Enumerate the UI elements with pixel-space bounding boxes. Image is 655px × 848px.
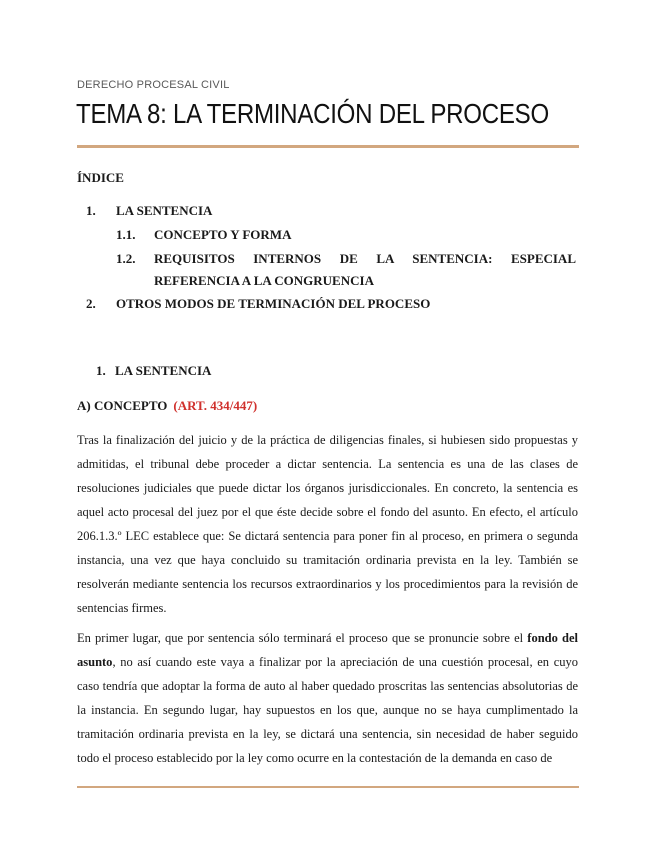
bold-term: fondo del asunto: [77, 631, 578, 669]
subject-label: DERECHO PROCESAL CIVIL: [77, 79, 230, 91]
section-number: 1.: [96, 363, 106, 378]
paragraph-2: [77, 626, 578, 770]
index-heading: ÍNDICE: [77, 170, 124, 185]
article-reference: (ART. 434/447): [173, 398, 258, 413]
section-label: LA SENTENCIA: [115, 363, 212, 378]
paragraph-text-part: En primer lugar, que por sentencia sólo terminará el proceso que se pronuncie sobre el: [77, 631, 528, 645]
paragraph-text: [77, 626, 578, 770]
toc-item-label-line1: REQUISITOS INTERNOS DE LA SENTENCIA: ESPECIAL: [154, 251, 576, 266]
toc-item-label: OTROS MODOS DE TERMINACIÓN DEL PROCESO: [116, 296, 431, 311]
paragraph-text-part: , no así cuando este vaya a finalizar por la apreciación de una cuestión procesal, en cuyo caso tendría que adoptar la forma de auto al haber quedado proscritas las sentencias absolutorias de la instancia. En segundo lugar, hay supuestos en los que, aunque no se haya cumplimentado la tramitación ordinaria prevista en la ley, se dictará una sentencia, sin necesidad de haber seguido todo el proceso establecido por la ley como ocurre en la contestación de la demanda en caso de: [77, 655, 578, 765]
paragraph-text: Tras la finalización del juicio y de la práctica de diligencias finales, si hubiesen sido propuestas y admitidas, el tribunal debe proceder a dictar sentencia. La sentencia es una de las clases de resoluciones judiciales que puede dictar los órganos jurisdiccionales. En concreto, la sentencia es aquel acto procesal del juez por el que éste decide sobre el fondo del asunto. En efecto, el artículo 206.1.3.º LEC establece que: Se dictará sentencia para poner fin al proceso, en primera o segunda instancia, una vez que haya concluido su tramitación ordinaria prevista en la ley. También se resolverán mediante sentencia los recursos extraordinarios y los procedimientos para la revisión de sentencias firmes.: [77, 433, 578, 615]
toc-item-label: CONCEPTO Y FORMA: [154, 227, 292, 242]
header-divider: [77, 145, 579, 148]
toc-item-number: 2.: [86, 296, 96, 311]
paragraph-1: [77, 428, 578, 620]
toc-item-label-line2: REFERENCIA A LA CONGRUENCIA: [154, 273, 374, 288]
toc-item-number: 1.1.: [116, 227, 136, 242]
toc-item-number: 1.: [86, 203, 96, 218]
page-title: TEMA 8: LA TERMINACIÓN DEL PROCESO: [76, 98, 549, 129]
subsection-label: A) CONCEPTO: [77, 398, 168, 413]
toc-item-number: 1.2.: [116, 251, 136, 266]
footer-divider: [77, 786, 579, 788]
toc-item-label: LA SENTENCIA: [116, 203, 213, 218]
subsection-heading: [77, 398, 257, 414]
